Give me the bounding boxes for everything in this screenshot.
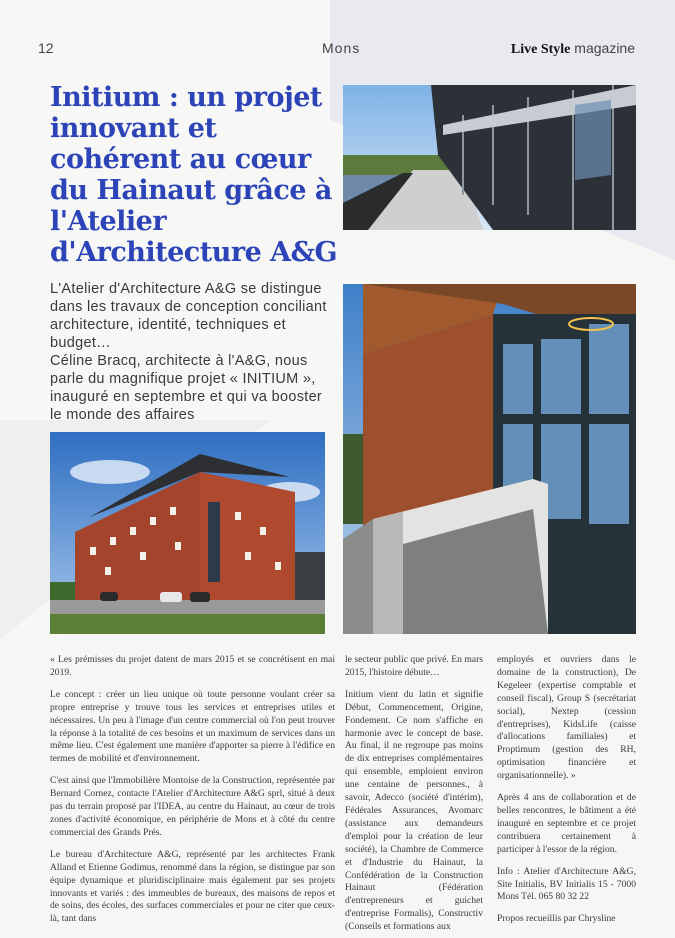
body-paragraph: le secteur public que privé. En mars 2015, l'histoire débute… <box>345 654 483 678</box>
terrace-photo <box>343 85 636 230</box>
page-number: 12 <box>38 40 54 56</box>
byline: Propos recueillis par Chrysline <box>497 913 616 925</box>
building-photo <box>50 432 325 634</box>
magazine-name <box>511 40 635 58</box>
magazine-name-light: magazine <box>574 40 635 56</box>
body-paragraph: Après 4 ans de collaboration et de belles rencontres, le bâtiment a été inauguré en septembre et ce projet contribuera certainement à participer à l'essor de la région. <box>497 792 636 855</box>
body-column-3 <box>497 654 636 935</box>
body-paragraph: « Les prémisses du projet datent de mars 2015 et se concrétisent en mai 2019. <box>50 654 335 678</box>
article-title: Initium : un projet innovant et cohérent au cœur du Hainaut grâce à l'Atelier d'Architecture A&G <box>50 82 338 268</box>
body-paragraph: C'est ainsi que l'Immobilière Montoise de la Construction, représentée par Bernard Cornez, contacte l'Atelier d'Architecture A&G sprl, situé à deux pas du terrain proposé par l'IDEA, au centre du Hainaut, au cœur de trois zones d'activité économique, en périphérie de Mons et à côté du centre commercial des Grands Prés. <box>50 775 335 838</box>
lead-line: Céline Bracq, architecte à l'A&G, nous parle du magnifique projet « INITIUM », inauguré en septembre et qui va booster le monde des affaires <box>50 353 323 423</box>
section-name: Mons <box>322 40 361 56</box>
running-header <box>38 40 635 60</box>
lead-paragraph <box>50 280 330 424</box>
facade-closeup-photo <box>343 284 636 634</box>
body-paragraph: Le concept : créer un lieu unique où toute personne voulant créer sa propre entreprise y trouve tous les services et entreprises utiles et nécessaires. Un peu à l'image d'un centre commercial où l'on peut trouver la réponse à la totalité de ces besoins et un maximum de services dans un même lieu. C'est également une manière d'apporter sa pierre à l'édifice en termes de mobilité et d'environnement. <box>50 688 335 765</box>
body-column-1 <box>50 654 335 935</box>
magazine-name-bold: Live Style <box>510 42 571 57</box>
lead-line: L'Atelier d'Architecture A&G se distingue dans les travaux de conception conciliant architecture, identité, techniques et budget… <box>50 281 327 351</box>
body-paragraph: Le bureau d'Architecture A&G, représenté par les architectes Frank Alland et Etienne Godimus, renommé dans la région, se distingue par son équipe dynamique et pluridisciplinaire mais également par ses projets innovants et variés : des immeubles de bureaux, des maisons de repos et de soins, des écoles, des surfaces commerciales et pour ne citer que ceux-là, tant dans <box>50 848 335 925</box>
body-paragraph: Initium vient du latin et signifie Début, Commencement, Origine, Fondement. Ce nom s'affiche en harmonie avec le concept de base. Au final, il ne regroupe pas moins de dix entreprises complémentaires qui ensemble, emploient environ une centaine de personnes., à savoir, Adecco (société d'intérim), Fédérales Assurances, Avomarc (assistance aux demandeurs d'emploi pour la création de leur société), la Chambre de Commerce et d'Industrie du Hainaut, la Confédération de la Construction Hainaut (Fédération d'entrepreneurs et guichet d'entreprise Formalis), Constructiv (Conseils et formations aux <box>345 688 483 933</box>
contact-info: Info : Atelier d'Architecture A&G, Site Initialis, BV Initialis 15 - 7000 Mons Tél. 065 80 32 22 <box>497 865 636 903</box>
body-column-2 <box>345 654 483 938</box>
body-paragraph: employés et ouvriers dans le domaine de la construction), De Kegeleer (expertise comptable et conseil fiscal), Group S (secrétariat social), Nextep (cession d'entreprises), KidsLife (caisse d'allocations familiales) et Proptimum (gestion des RH, optimisation financière et organisationnelle). » <box>497 654 636 782</box>
